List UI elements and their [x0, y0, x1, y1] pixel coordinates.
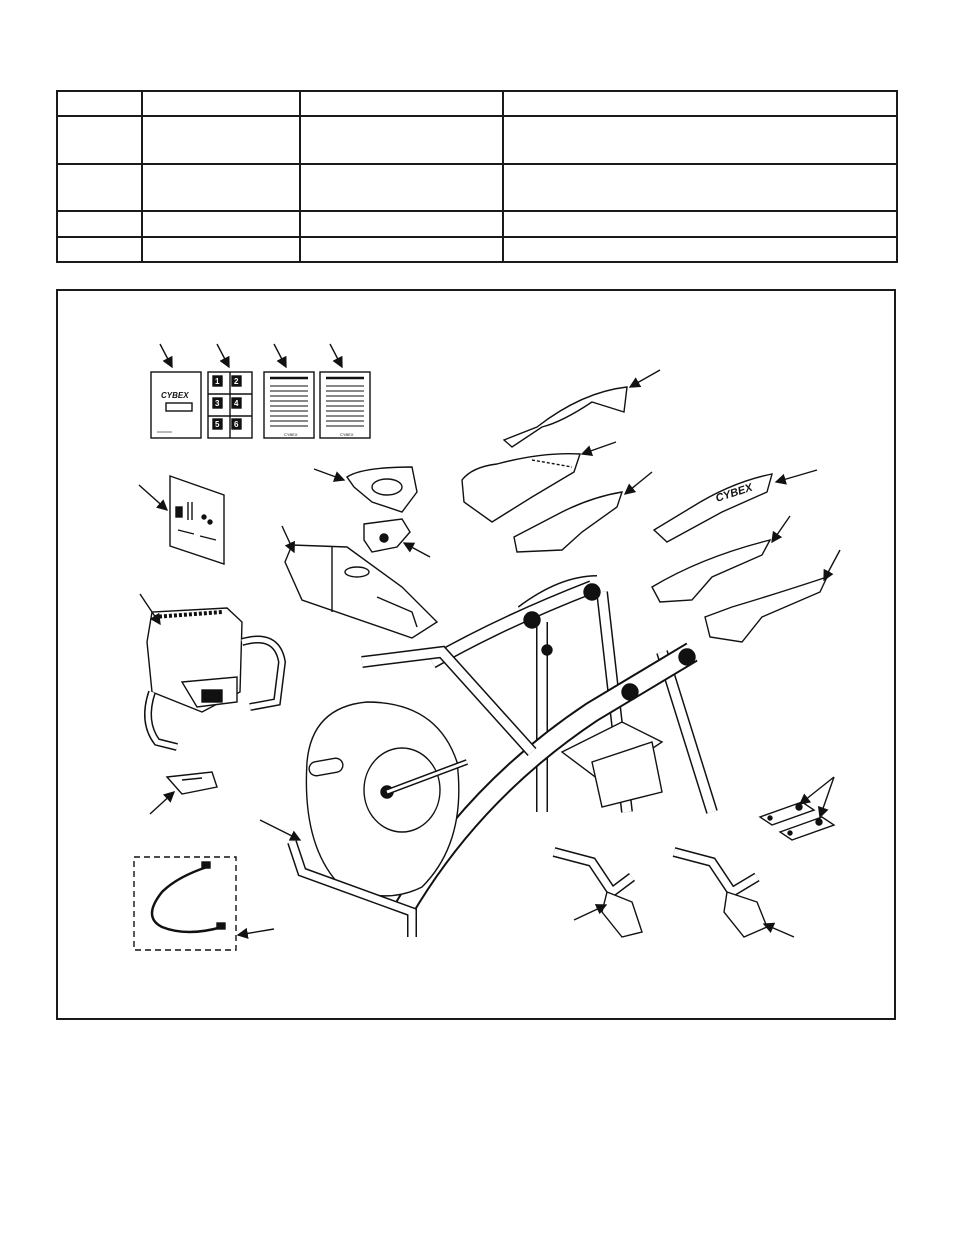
right-side-shroud-icon	[652, 540, 770, 602]
table-cell	[142, 91, 300, 116]
table-row	[57, 116, 897, 164]
callout-arrow	[274, 344, 286, 367]
table-cell	[503, 116, 897, 164]
table-cell	[300, 164, 503, 212]
manual-brand-text: CYBEX	[161, 391, 189, 400]
right-pedal-arm-icon	[674, 852, 767, 937]
grid-number: 1	[215, 377, 220, 386]
callout-arrow	[574, 905, 606, 920]
upper-shroud-icon	[504, 387, 627, 447]
table-cell	[503, 91, 897, 116]
sheet-brand-text: CYBEX	[284, 432, 298, 437]
table-cell	[503, 211, 897, 236]
accessory-tray-icon	[285, 545, 437, 638]
table-cell	[503, 164, 897, 212]
table-row	[57, 91, 897, 116]
table-cell	[57, 211, 142, 236]
power-cord-icon	[134, 857, 236, 950]
table-row	[57, 211, 897, 236]
right-top-shroud-icon	[654, 474, 772, 542]
table-cell	[142, 116, 300, 164]
flywheel-shroud-icon	[292, 702, 467, 937]
table-cell	[57, 164, 142, 212]
small-cover-icon	[364, 519, 410, 552]
grid-number: 2	[234, 377, 239, 386]
callout-arrow	[764, 924, 794, 937]
table-cell	[300, 211, 503, 236]
parts-table	[56, 90, 898, 263]
grid-number: 3	[215, 399, 220, 408]
hardware-card-icon	[170, 476, 224, 564]
sheet-brand-text: CYBEX	[340, 432, 354, 437]
callout-arrow	[139, 485, 167, 510]
table-row	[57, 164, 897, 212]
callout-arrow	[314, 469, 344, 480]
callout-arrow	[238, 929, 274, 935]
callout-arrow	[772, 516, 790, 542]
callout-arrow	[824, 550, 840, 580]
exploded-view-drawing	[58, 291, 896, 1020]
table-cell	[142, 211, 300, 236]
table-cell	[57, 237, 142, 262]
shroud-brand-text: CYBEX	[714, 481, 754, 505]
table-row	[57, 237, 897, 262]
callout-arrow	[776, 470, 817, 482]
instruction-sheet-icon	[264, 372, 314, 438]
callout-arrow	[330, 344, 342, 367]
table-cell	[142, 237, 300, 262]
callout-arrow	[217, 344, 229, 367]
right-lower-shroud-icon	[705, 577, 827, 642]
table-cell	[57, 116, 142, 164]
table-cell	[142, 164, 300, 212]
left-pedal-arm-icon	[554, 852, 642, 937]
table-cell	[503, 237, 897, 262]
console-assembly-icon	[147, 608, 282, 747]
callout-arrow	[404, 543, 430, 557]
table-cell	[300, 116, 503, 164]
grid-number: 4	[234, 399, 239, 408]
lower-shroud-icon	[514, 492, 622, 552]
parts-illustration	[56, 289, 896, 1020]
table-cell	[300, 237, 503, 262]
callout-arrow	[582, 442, 616, 454]
callout-arrow	[282, 526, 294, 552]
callout-arrow	[140, 594, 160, 624]
callout-arrow	[150, 792, 174, 814]
assembly-guide-icon	[208, 372, 252, 438]
owners-manual-icon	[151, 372, 201, 438]
callout-arrow	[260, 820, 300, 840]
table-cell	[300, 91, 503, 116]
grid-number: 5	[215, 420, 220, 429]
water-bottle-holder-icon	[347, 467, 417, 512]
callout-arrow	[625, 472, 652, 494]
grid-number: 6	[234, 420, 239, 429]
warranty-sheet-icon	[320, 372, 370, 438]
callout-arrow	[160, 344, 172, 367]
callout-arrow	[630, 370, 660, 387]
mounting-bracket-icon	[167, 772, 217, 794]
table-cell	[57, 91, 142, 116]
